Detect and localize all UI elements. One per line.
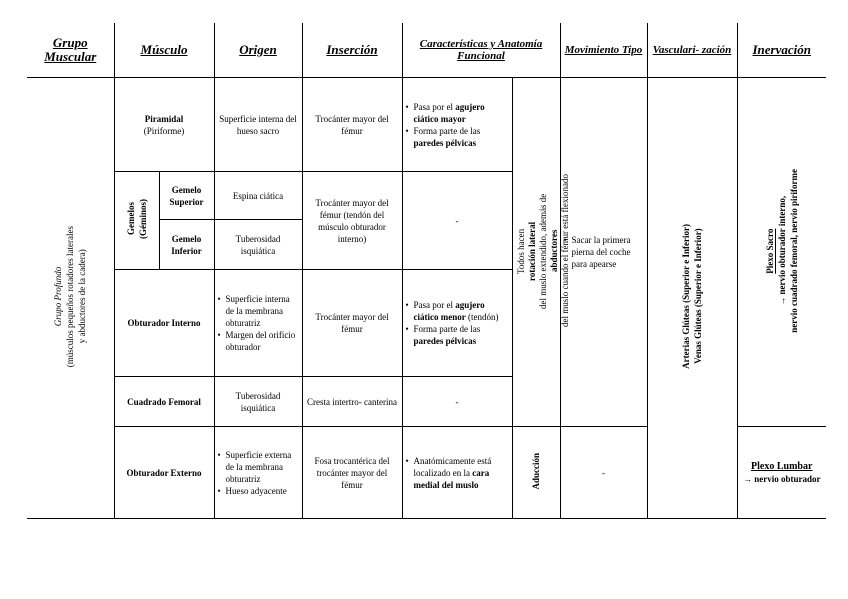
obturador-interno-caract-2: • Forma parte de las paredes pélvicas bbox=[414, 323, 509, 347]
header-insercion: Inserción bbox=[302, 23, 402, 78]
gemelos-group: Gemelos bbox=[125, 202, 136, 236]
grupo-profundo-cell bbox=[27, 78, 114, 519]
inervacion-sacro-line2: nervio cuadrado femoral, nervio piriforme bbox=[788, 168, 799, 333]
piramidal-name: Piramidal bbox=[144, 113, 184, 124]
cuadrado-caract: - bbox=[402, 377, 512, 427]
header-row bbox=[27, 23, 826, 78]
obturador-externo-funcion-cell bbox=[512, 427, 560, 519]
gemelo-inferior-name: Gemelo Inferior bbox=[159, 220, 214, 270]
piramidal-caract-1: • Pasa por el agujero ciático mayor bbox=[414, 101, 509, 125]
funcion-comun-cell bbox=[512, 78, 570, 427]
piramidal-origen: Superficie interna del hueso sacro bbox=[214, 78, 302, 172]
obturador-interno-origen-1: • Superficie interna de la membrana obturatriz bbox=[226, 293, 299, 329]
vascular-arterias: Arterias Glúteas (Superior e Inferior) bbox=[681, 224, 691, 369]
obturador-externo-origen-1: • Superficie externa de la membrana obturatriz bbox=[226, 449, 299, 485]
obturador-externo-origen bbox=[214, 427, 302, 519]
obturador-interno-caract bbox=[402, 270, 512, 377]
inervacion-sacro-cell bbox=[737, 78, 826, 427]
piramidal-caract-2: • Forma parte de las paredes pélvicas bbox=[414, 125, 509, 149]
gemelos-group-alt: (Géminos) bbox=[137, 199, 148, 239]
obturador-interno-name: Obturador Interno bbox=[114, 270, 214, 377]
funcion-comun-text: Todos hacen rotación lateral del muslo extendido, además de abductores del muslo cuando el fémur está flexionado bbox=[515, 174, 570, 327]
obturador-externo-name: Obturador Externo bbox=[114, 427, 214, 519]
obturador-interno-origen-2: • Margen del orificio obturador bbox=[226, 329, 299, 353]
piramidal-alt: (Piriforme) bbox=[143, 125, 185, 136]
gemelo-superior-origen: Espina ciática bbox=[214, 172, 302, 220]
cuadrado-insercion: Cresta intertro- canterina bbox=[302, 377, 402, 427]
gemelos-insercion: Trocánter mayor del fémur (tendón del músculo obturador interno) bbox=[302, 172, 402, 270]
movimiento-comun-cell bbox=[560, 78, 647, 427]
row-piramidal bbox=[27, 78, 826, 172]
plexo-lumbar: Plexo Lumbar bbox=[751, 461, 813, 472]
obturador-externo-caract-1: • Anatómicamente está localizado en la cara medial del muslo bbox=[414, 455, 509, 491]
obturador-externo-inervacion bbox=[737, 427, 826, 519]
obturador-interno-insercion: Trocánter mayor del fémur bbox=[302, 270, 402, 377]
movimiento-comun: • Sacar la primera pierna del coche para apearse bbox=[572, 234, 644, 270]
gemelo-inferior-origen: Tuberosidad isquiática bbox=[214, 220, 302, 270]
header-vascularizacion: Vasculari- zación bbox=[647, 23, 737, 78]
piramidal-name-cell bbox=[114, 78, 214, 172]
nervio-obturador: → nervio obturador bbox=[743, 474, 821, 484]
header-grupo: Grupo Muscular bbox=[27, 23, 114, 78]
obturador-interno-origen bbox=[214, 270, 302, 377]
gemelos-group-cell bbox=[114, 172, 159, 270]
gemelos-caract: - bbox=[402, 172, 512, 270]
muscle-table bbox=[27, 23, 826, 519]
piramidal-insercion: Trocánter mayor del fémur bbox=[302, 78, 402, 172]
obturador-externo-insercion: Fosa trocantérica del trocánter mayor del fémur bbox=[302, 427, 402, 519]
gemelo-superior-name: Gemelo Superior bbox=[159, 172, 214, 220]
grupo-profundo-desc2: y abductores de la cadera) bbox=[77, 249, 88, 344]
header-movimiento: Movimiento Tipo bbox=[560, 23, 647, 78]
obturador-interno-caract-1: • Pasa por el agujero ciático menor (tendón) bbox=[414, 299, 509, 323]
header-caracteristicas: Características y Anatomía Funcional bbox=[402, 23, 560, 78]
grupo-profundo-name: Grupo Profundo bbox=[53, 266, 64, 327]
vascular-venas: Venas Glúteas (Superior e Inferior) bbox=[693, 228, 703, 365]
piramidal-caract bbox=[402, 78, 512, 172]
inervacion-sacro-line1: Plexo Sacro → nervio obturador interno, bbox=[764, 195, 787, 306]
obturador-externo-caract bbox=[402, 427, 512, 519]
obturador-externo-funcion: Aducción bbox=[531, 452, 541, 490]
header-origen: Origen bbox=[214, 23, 302, 78]
obturador-externo-movimiento: - bbox=[560, 427, 647, 519]
cuadrado-name: Cuadrado Femoral bbox=[114, 377, 214, 427]
grupo-profundo-desc1: (músculos pequeños rotadores laterales bbox=[65, 225, 76, 368]
vascular-cell bbox=[647, 78, 737, 519]
header-inervacion: Inervación bbox=[737, 23, 826, 78]
cuadrado-origen: Tuberosidad isquiática bbox=[214, 377, 302, 427]
obturador-externo-origen-2: • Hueso adyacente bbox=[226, 485, 299, 497]
header-musculo: Músculo bbox=[114, 23, 214, 78]
